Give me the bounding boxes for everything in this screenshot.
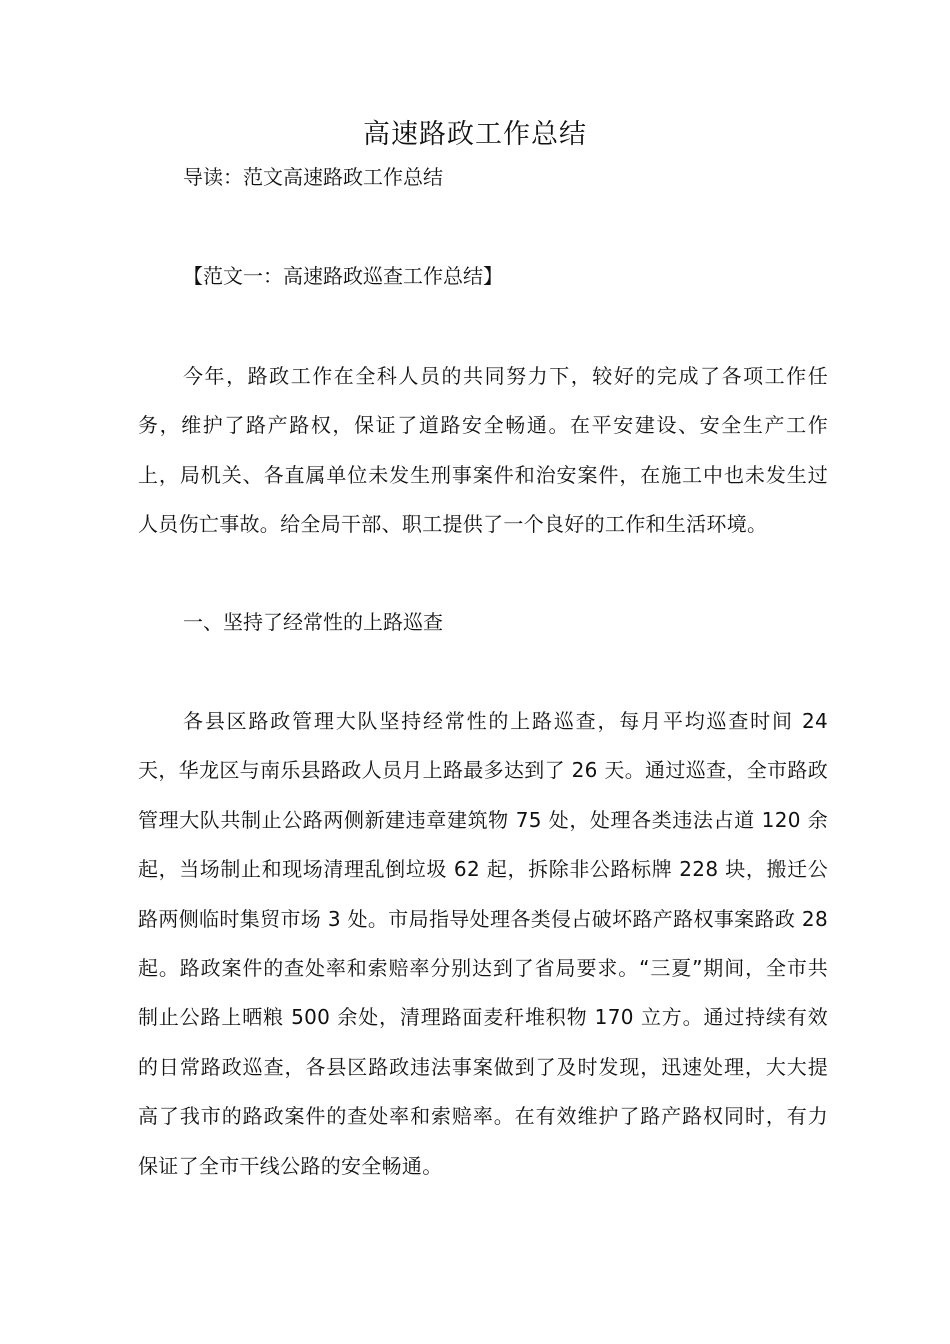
section-heading: 【范文一：高速路政巡查工作总结】 [183, 264, 503, 288]
paragraph-2: 各县区路政管理大队坚持经常性的上路巡查，每月平均巡查时间 24 天，华龙区与南乐县路政人员月上路最多达到了 26 天。通过巡查，全市路政管理大队共制止公路两侧新建违章建筑物 75 处，处理各类违法占道 120 余起，当场制止和现场清理乱倒垃圾 62 起，拆除非公路标牌 228 块，搬迁公路两侧临时集贸市场 3 处。市局指导处理各类侵占破坏路产路权事案路政 28 起。路政案件的查处率和索赔率分别达到了省局要求。“三夏”期间，全市共制止公路上晒粮 500 余处，清理路面麦秆堆积物 170 立方。通过持续有效的日常路政巡查，各县区路政违法事案做到了及时发现，迅速处理，大大提高了我市的路政案件的查处率和索赔率。在有效维护了路产路权同时，有力保证了全市干线公路的安全畅通。 [138, 709, 828, 1178]
item-heading: 一、坚持了经常性的上路巡查 [183, 610, 443, 634]
document-title: 高速路政工作总结 [363, 119, 587, 150]
intro-line: 导读：范文高速路政工作总结 [183, 165, 443, 189]
paragraph-1: 今年，路政工作在全科人员的共同努力下，较好的完成了各项工作任务，维护了路产路权，保证了道路安全畅通。在平安建设、安全生产工作上，局机关、各直属单位未发生刑事案件和治安案件，在施工中也未发生过人员伤亡事故。给全局干部、职工提供了一个良好的工作和生活环境。 [138, 364, 828, 537]
